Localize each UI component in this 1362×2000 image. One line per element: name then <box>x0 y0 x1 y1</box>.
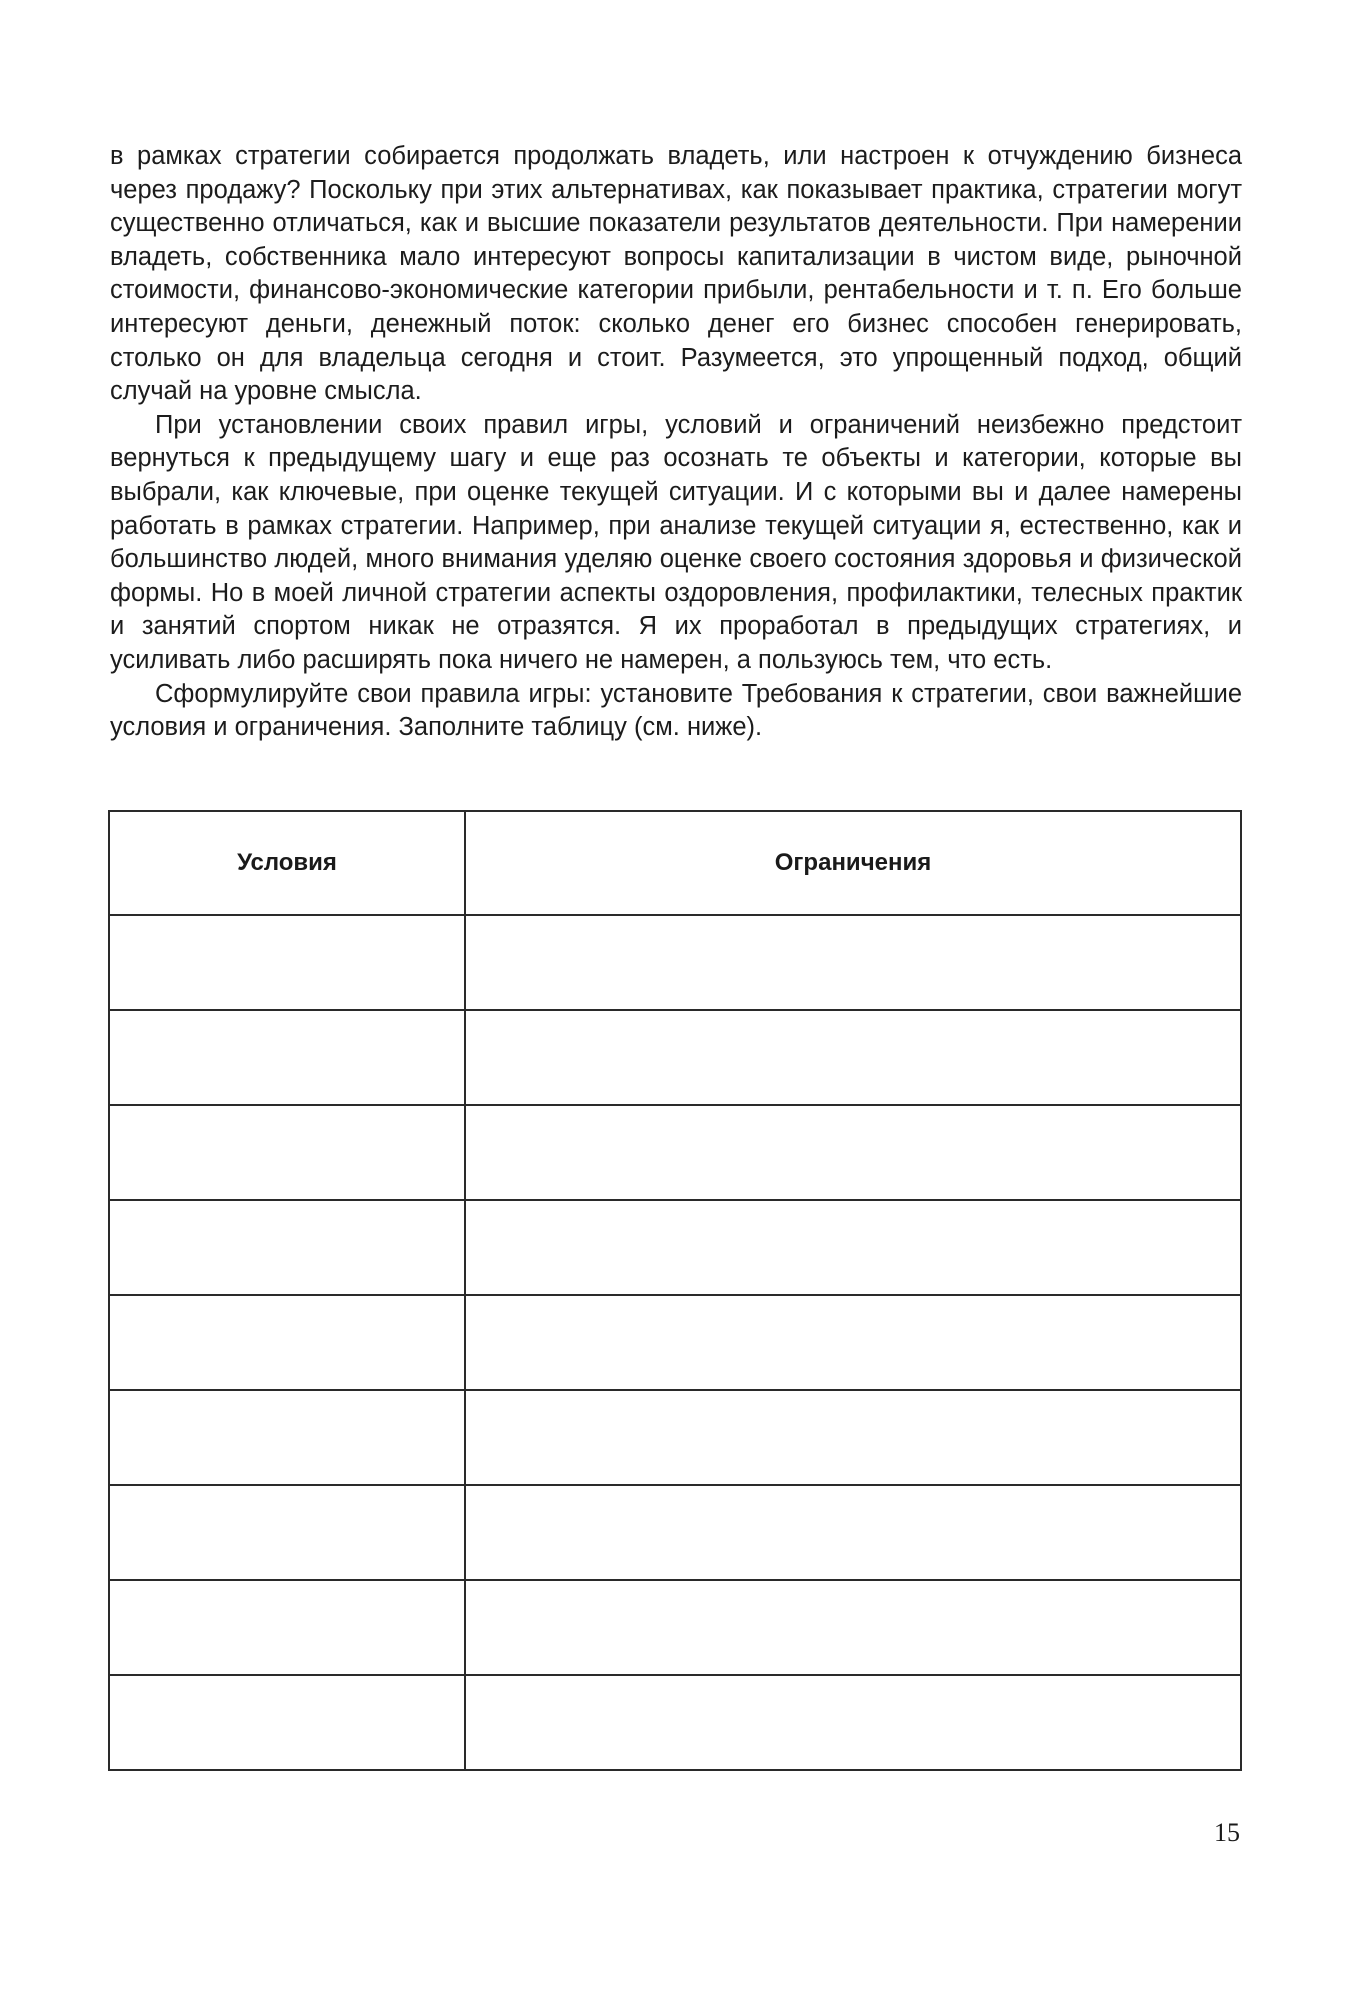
conditions-cell[interactable] <box>109 1200 465 1295</box>
restrictions-cell[interactable] <box>465 1390 1241 1485</box>
conditions-cell[interactable] <box>109 1580 465 1675</box>
conditions-cell[interactable] <box>109 1295 465 1390</box>
restrictions-cell[interactable] <box>465 1200 1241 1295</box>
paragraph-1: в рамках стратегии собирается продолжать владеть, или настроен к отчуждению бизнеса через продажу? Поскольку при этих альтернативах, как показывает практика, стратегии могут существенно отличаться, как и высшие показатели результатов деятельности. При намерении владеть, собственника мало интересуют вопросы капитализации в чистом виде, рыночной стоимости, финансово-экономические категории прибыли, рентабельности и т. п. Его больше интересуют деньги, денежный поток: сколько денег его бизнес способен генерировать, столько он для владельца сегодня и стоит. Разумеется, это упрощенный подход, общий случай на уровне смысла. <box>110 142 1242 406</box>
table-row <box>109 1580 1241 1675</box>
restrictions-cell[interactable] <box>465 1010 1241 1105</box>
paragraph-2: При установлении своих правил игры, условий и ограничений неизбежно предстоит вернуться к предыдущему шагу и еще раз осознать те объекты и категории, которые вы выбрали, как ключевые, при оценке текущей ситуации. И с которыми вы и далее намерены работать в рамках стратегии. Например, при анализе текущей ситуации я, естественно, как и большинство людей, много внимания уделяю оценке своего состояния здоровья и физической формы. Но в моей личной стратегии аспекты оздоровления, профилактики, телесных практик и занятий спортом никак не отразятся. Я их проработал в предыдущих стратегиях, и усиливать либо расширять пока ничего не намерен, а пользуюсь тем, что есть. <box>110 410 1242 674</box>
table-header-row <box>109 811 1241 915</box>
restrictions-cell[interactable] <box>465 915 1241 1010</box>
restrictions-cell[interactable] <box>465 1675 1241 1770</box>
conditions-cell[interactable] <box>109 1105 465 1200</box>
table-row <box>109 1200 1241 1295</box>
restrictions-cell[interactable] <box>465 1580 1241 1675</box>
conditions-cell[interactable] <box>109 1390 465 1485</box>
header-restrictions: Ограничения <box>465 811 1241 915</box>
table-row <box>109 1390 1241 1485</box>
table-row <box>109 1295 1241 1390</box>
table-row <box>109 915 1241 1010</box>
header-conditions: Условия <box>109 811 465 915</box>
conditions-cell[interactable] <box>109 1485 465 1580</box>
conditions-cell[interactable] <box>109 1675 465 1770</box>
table-row <box>109 1675 1241 1770</box>
paragraph-3: Сформулируйте свои правила игры: установите Требования к стратегии, свои важнейшие условия и ограничения. Заполните таблицу (см. ниже). <box>110 679 1242 742</box>
restrictions-cell[interactable] <box>465 1295 1241 1390</box>
body-text <box>110 140 1242 745</box>
conditions-cell[interactable] <box>109 1010 465 1105</box>
table-row <box>109 1010 1241 1105</box>
page-number: 15 <box>1214 1818 1240 1847</box>
conditions-cell[interactable] <box>109 915 465 1010</box>
conditions-table <box>108 810 1242 1771</box>
table-row <box>109 1485 1241 1580</box>
restrictions-cell[interactable] <box>465 1485 1241 1580</box>
restrictions-cell[interactable] <box>465 1105 1241 1200</box>
table-row <box>109 1105 1241 1200</box>
